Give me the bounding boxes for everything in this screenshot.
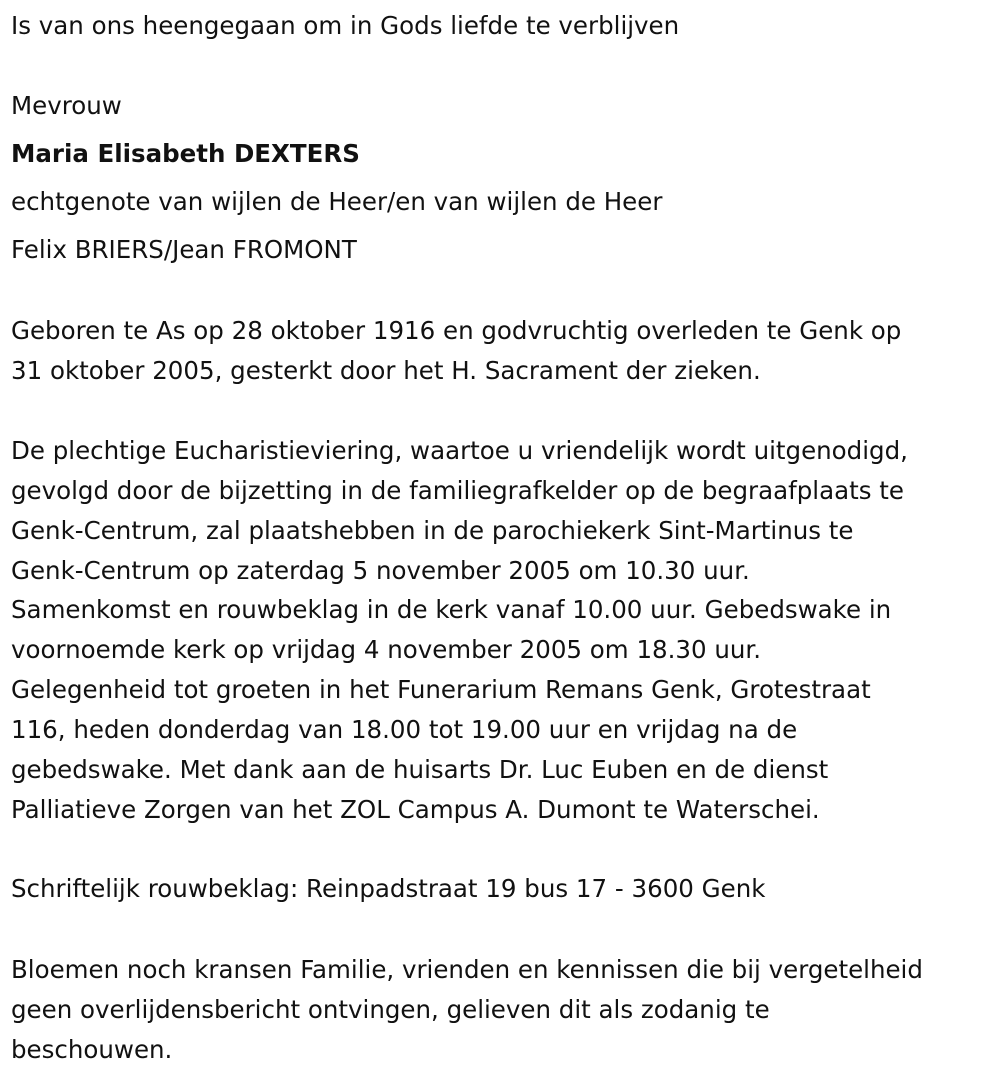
- ceremony-line: Genk-Centrum, zal plaatshebben in de parochiekerk Sint-Martinus te: [11, 516, 854, 545]
- ceremony-line: Gelegenheid tot groeten in het Funerarium Remans Genk, Grotestraat: [11, 675, 871, 704]
- deceased-name: Maria Elisabeth DEXTERS: [11, 139, 360, 168]
- ceremony-line: De plechtige Eucharistieviering, waartoe u vriendelijk wordt uitgenodigd,: [11, 436, 908, 465]
- intro-line: Is van ons heengegaan om in Gods liefde te verblijven: [11, 11, 680, 40]
- closing-line: geen overlijdensbericht ontvingen, gelieven dit als zodanig te: [11, 995, 770, 1024]
- ceremony-line: 116, heden donderdag van 18.00 tot 19.00 uur en vrijdag na de: [11, 715, 798, 744]
- condolence-address: Schriftelijk rouwbeklag: Reinpadstraat 19 bus 17 - 3600 Genk: [11, 874, 766, 903]
- ceremony-line: Samenkomst en rouwbeklag in de kerk vanaf 10.00 uur. Gebedswake in: [11, 595, 892, 624]
- ceremony-line: Palliatieve Zorgen van het ZOL Campus A. Dumont te Waterschei.: [11, 795, 820, 824]
- ceremony-line: voornoemde kerk op vrijdag 4 november 2005 om 18.30 uur.: [11, 635, 762, 664]
- ceremony-line: gevolgd door de bijzetting in de familiegrafkelder op de begraafplaats te: [11, 476, 904, 505]
- birth-line: Geboren te As op 28 oktober 1916 en godvruchtig overleden te Genk op: [11, 316, 902, 345]
- ceremony-line: gebedswake. Met dank aan de huisarts Dr. Luc Euben en de dienst: [11, 755, 829, 784]
- salutation: Mevrouw: [11, 91, 122, 120]
- closing-line: beschouwen.: [11, 1035, 173, 1064]
- relation-line-1: echtgenote van wijlen de Heer/en van wijlen de Heer: [11, 187, 663, 216]
- ceremony-line: Genk-Centrum op zaterdag 5 november 2005 om 10.30 uur.: [11, 556, 750, 585]
- birth-line: 31 oktober 2005, gesterkt door het H. Sacrament der zieken.: [11, 356, 761, 385]
- closing-line: Bloemen noch kransen Familie, vrienden en kennissen die bij vergetelheid: [11, 955, 923, 984]
- relation-line-2: Felix BRIERS/Jean FROMONT: [11, 235, 357, 264]
